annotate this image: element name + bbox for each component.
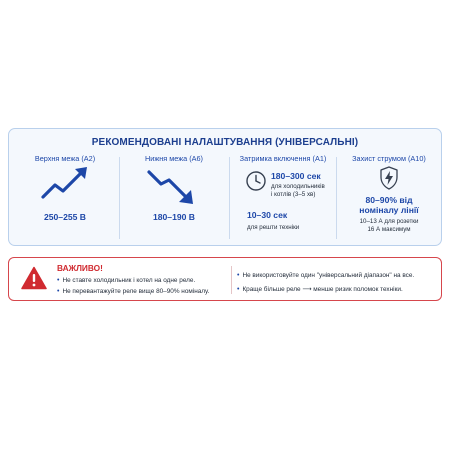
delay-primary-value: 180–300 сек — [271, 171, 321, 181]
warning-item: • Краще більше реле ⟶ менше ризик поломок техніки. — [237, 286, 403, 293]
delay-primary-note-1: для холодильників — [271, 183, 325, 190]
bullet-icon: • — [57, 277, 60, 284]
recommended-settings-panel — [8, 128, 442, 246]
bullet-icon: • — [237, 286, 240, 293]
upper-limit-value: 250–255 В — [43, 212, 87, 222]
lower-limit-heading: Нижня межа (A6) — [145, 154, 203, 163]
clock-icon — [245, 170, 267, 192]
trend-up-arrow-icon — [39, 165, 91, 201]
upper-limit-card — [13, 154, 117, 240]
warning-triangle-icon — [21, 266, 47, 290]
lower-limit-value: 180–190 В — [152, 212, 196, 222]
column-divider — [336, 157, 337, 239]
warning-item: • Не перевантажуйте реле вище 80–90% номіналу. — [57, 288, 210, 295]
column-divider — [119, 157, 120, 239]
column-divider — [229, 157, 230, 239]
start-delay-card — [231, 154, 335, 240]
delay-secondary-value: 10–30 сек — [247, 210, 288, 220]
lower-limit-card — [121, 154, 227, 240]
upper-limit-heading: Верхня межа (A2) — [34, 154, 96, 163]
warning-item: • Не використовуйте один "універсальний діапазон" на все. — [237, 272, 415, 279]
bullet-icon: • — [237, 272, 240, 279]
delay-primary-note-2: і котлів (3–5 хв) — [271, 191, 316, 198]
bullet-icon: • — [57, 288, 60, 295]
warning-divider — [231, 266, 232, 294]
current-protection-value-1: 80–90% від — [365, 195, 413, 205]
warning-title: ВАЖЛИВО! — [57, 263, 103, 273]
current-protection-card — [338, 154, 440, 240]
delay-secondary-note: для решти техніки — [247, 224, 300, 231]
current-protection-value-2: номіналу лінії — [359, 205, 419, 215]
current-protection-note-1: 10–13 А для розетки — [359, 218, 419, 225]
trend-down-arrow-icon — [143, 168, 197, 206]
start-delay-heading: Затримка включення (A1) — [239, 154, 327, 163]
current-protection-heading: Захист струмом (A10) — [352, 154, 426, 163]
current-protection-note-2: 16 А максимум — [367, 226, 411, 233]
lightning-shield-icon — [379, 166, 399, 190]
panel-title: РЕКОМЕНДОВАНІ НАЛАШТУВАННЯ (УНІВЕРСАЛЬНІ) — [91, 137, 359, 148]
warning-item: • Не ставте холодильник і котел на одне реле. — [57, 277, 196, 284]
important-warning-box — [8, 257, 442, 301]
